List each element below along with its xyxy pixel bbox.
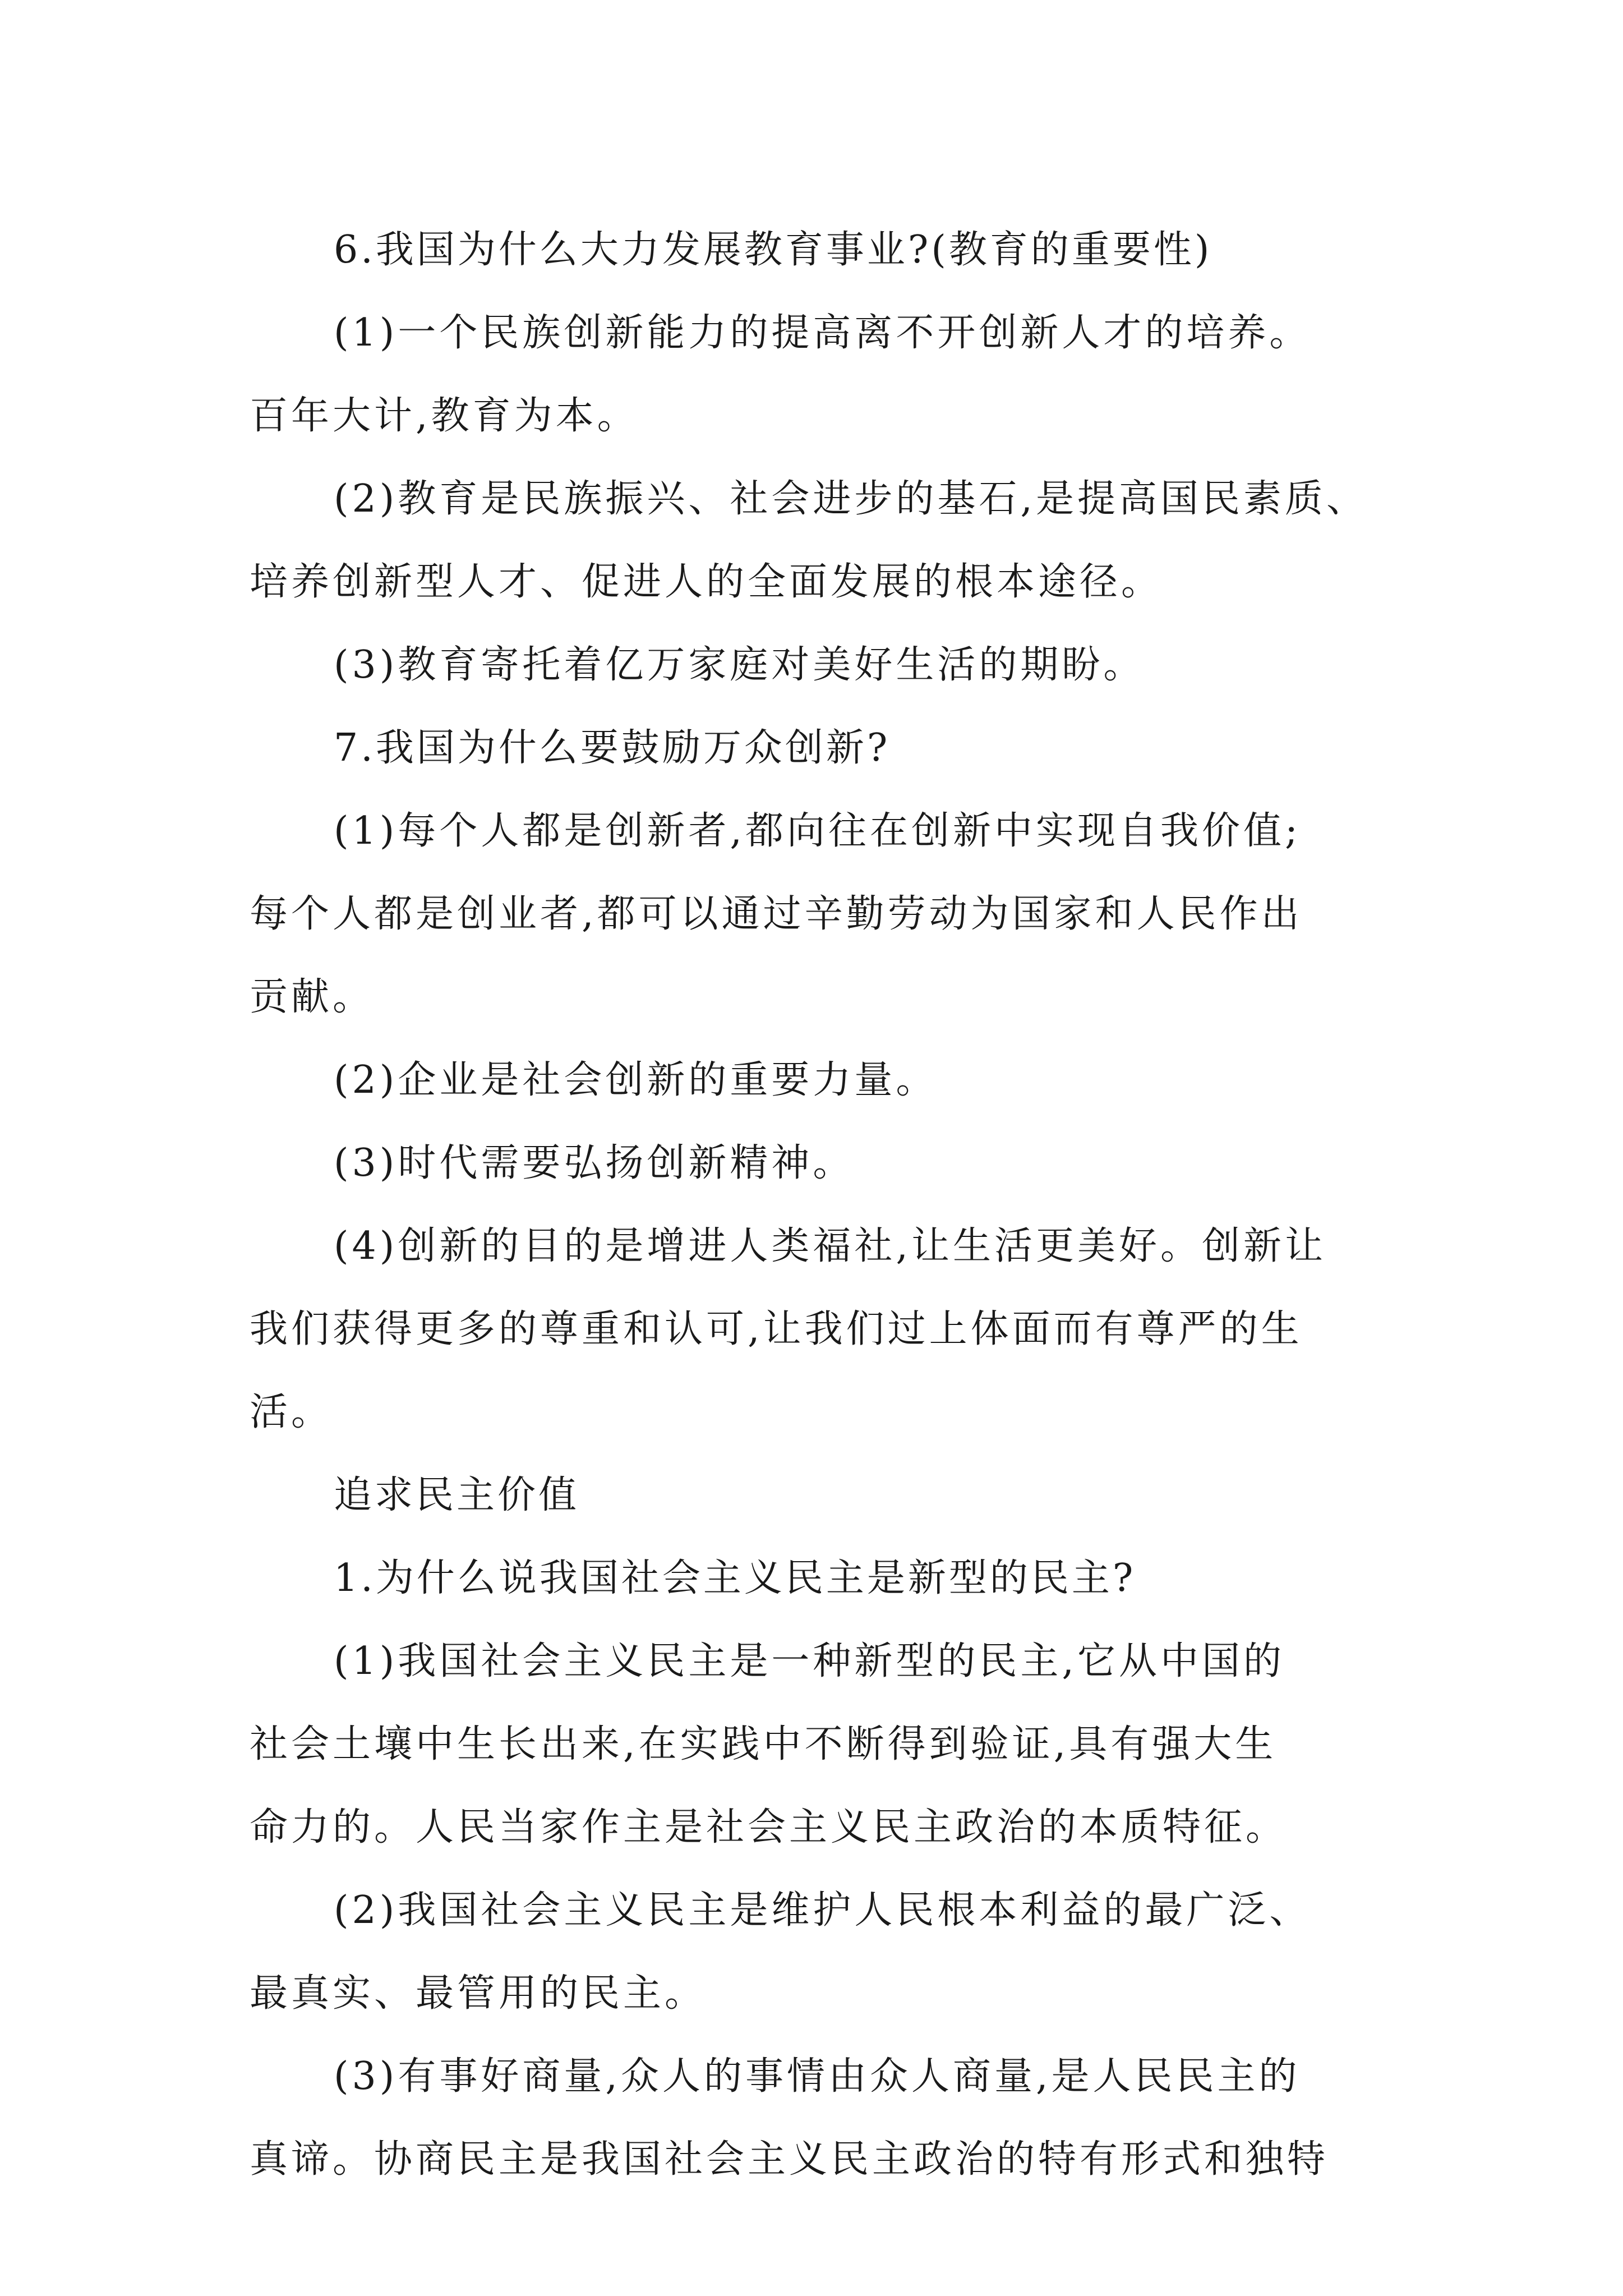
answer-line: 百年大计,教育为本。 bbox=[250, 394, 639, 438]
answer-line: 命力的。人民当家作主是社会主义民主政治的本质特征。 bbox=[250, 1805, 1288, 1849]
answer-line: (3)有事好商量,众人的事情由众人商量,是人民民主的 bbox=[334, 2054, 1301, 2099]
question-heading-7: 7.我国为什么要鼓励万众创新? bbox=[334, 726, 891, 770]
answer-line: 真谛。协商民主是我国社会主义民主政治的特有形式和独特 bbox=[250, 2137, 1329, 2182]
answer-line: (3)教育寄托着亿万家庭对美好生活的期盼。 bbox=[334, 643, 1145, 687]
answer-line: (2)教育是民族振兴、社会进步的基石,是提高国民素质、 bbox=[334, 477, 1368, 521]
answer-line: 活。 bbox=[250, 1390, 333, 1434]
answer-line: (1)每个人都是创新者,都向往在创新中实现自我价值; bbox=[334, 809, 1301, 853]
section-title: 追求民主价值 bbox=[334, 1473, 580, 1517]
answer-line: 贡献。 bbox=[250, 975, 375, 1019]
answer-line: 社会土壤中生长出来,在实践中不断得到验证,具有强大生 bbox=[250, 1722, 1277, 1766]
answer-line: (1)一个民族创新能力的提高离不开创新人才的培养。 bbox=[334, 311, 1311, 355]
answer-line: (2)我国社会主义民主是维护人民根本利益的最广泛、 bbox=[334, 1888, 1311, 1932]
answer-line: (3)时代需要弘扬创新精神。 bbox=[334, 1141, 855, 1185]
document-body bbox=[250, 209, 1377, 2201]
answer-line: (1)我国社会主义民主是一种新型的民主,它从中国的 bbox=[334, 1639, 1285, 1683]
answer-line: 每个人都是创业者,都可以通过辛勤劳动为国家和人民作出 bbox=[250, 892, 1303, 936]
answer-line: 我们获得更多的尊重和认可,让我们过上体面而有尊严的生 bbox=[250, 1307, 1303, 1351]
answer-line: (4)创新的目的是增进人类福社,让生活更美好。创新让 bbox=[334, 1224, 1326, 1268]
answer-line: 培养创新型人才、促进人的全面发展的根本途径。 bbox=[250, 560, 1163, 604]
answer-line: 最真实、最管用的民主。 bbox=[250, 1971, 707, 2016]
question-heading-1: 1.为什么说我国社会主义民主是新型的民主? bbox=[334, 1556, 1136, 1600]
question-heading-6: 6.我国为什么大力发展教育事业?(教育的重要性) bbox=[334, 228, 1212, 272]
answer-line: (2)企业是社会创新的重要力量。 bbox=[334, 1058, 938, 1102]
